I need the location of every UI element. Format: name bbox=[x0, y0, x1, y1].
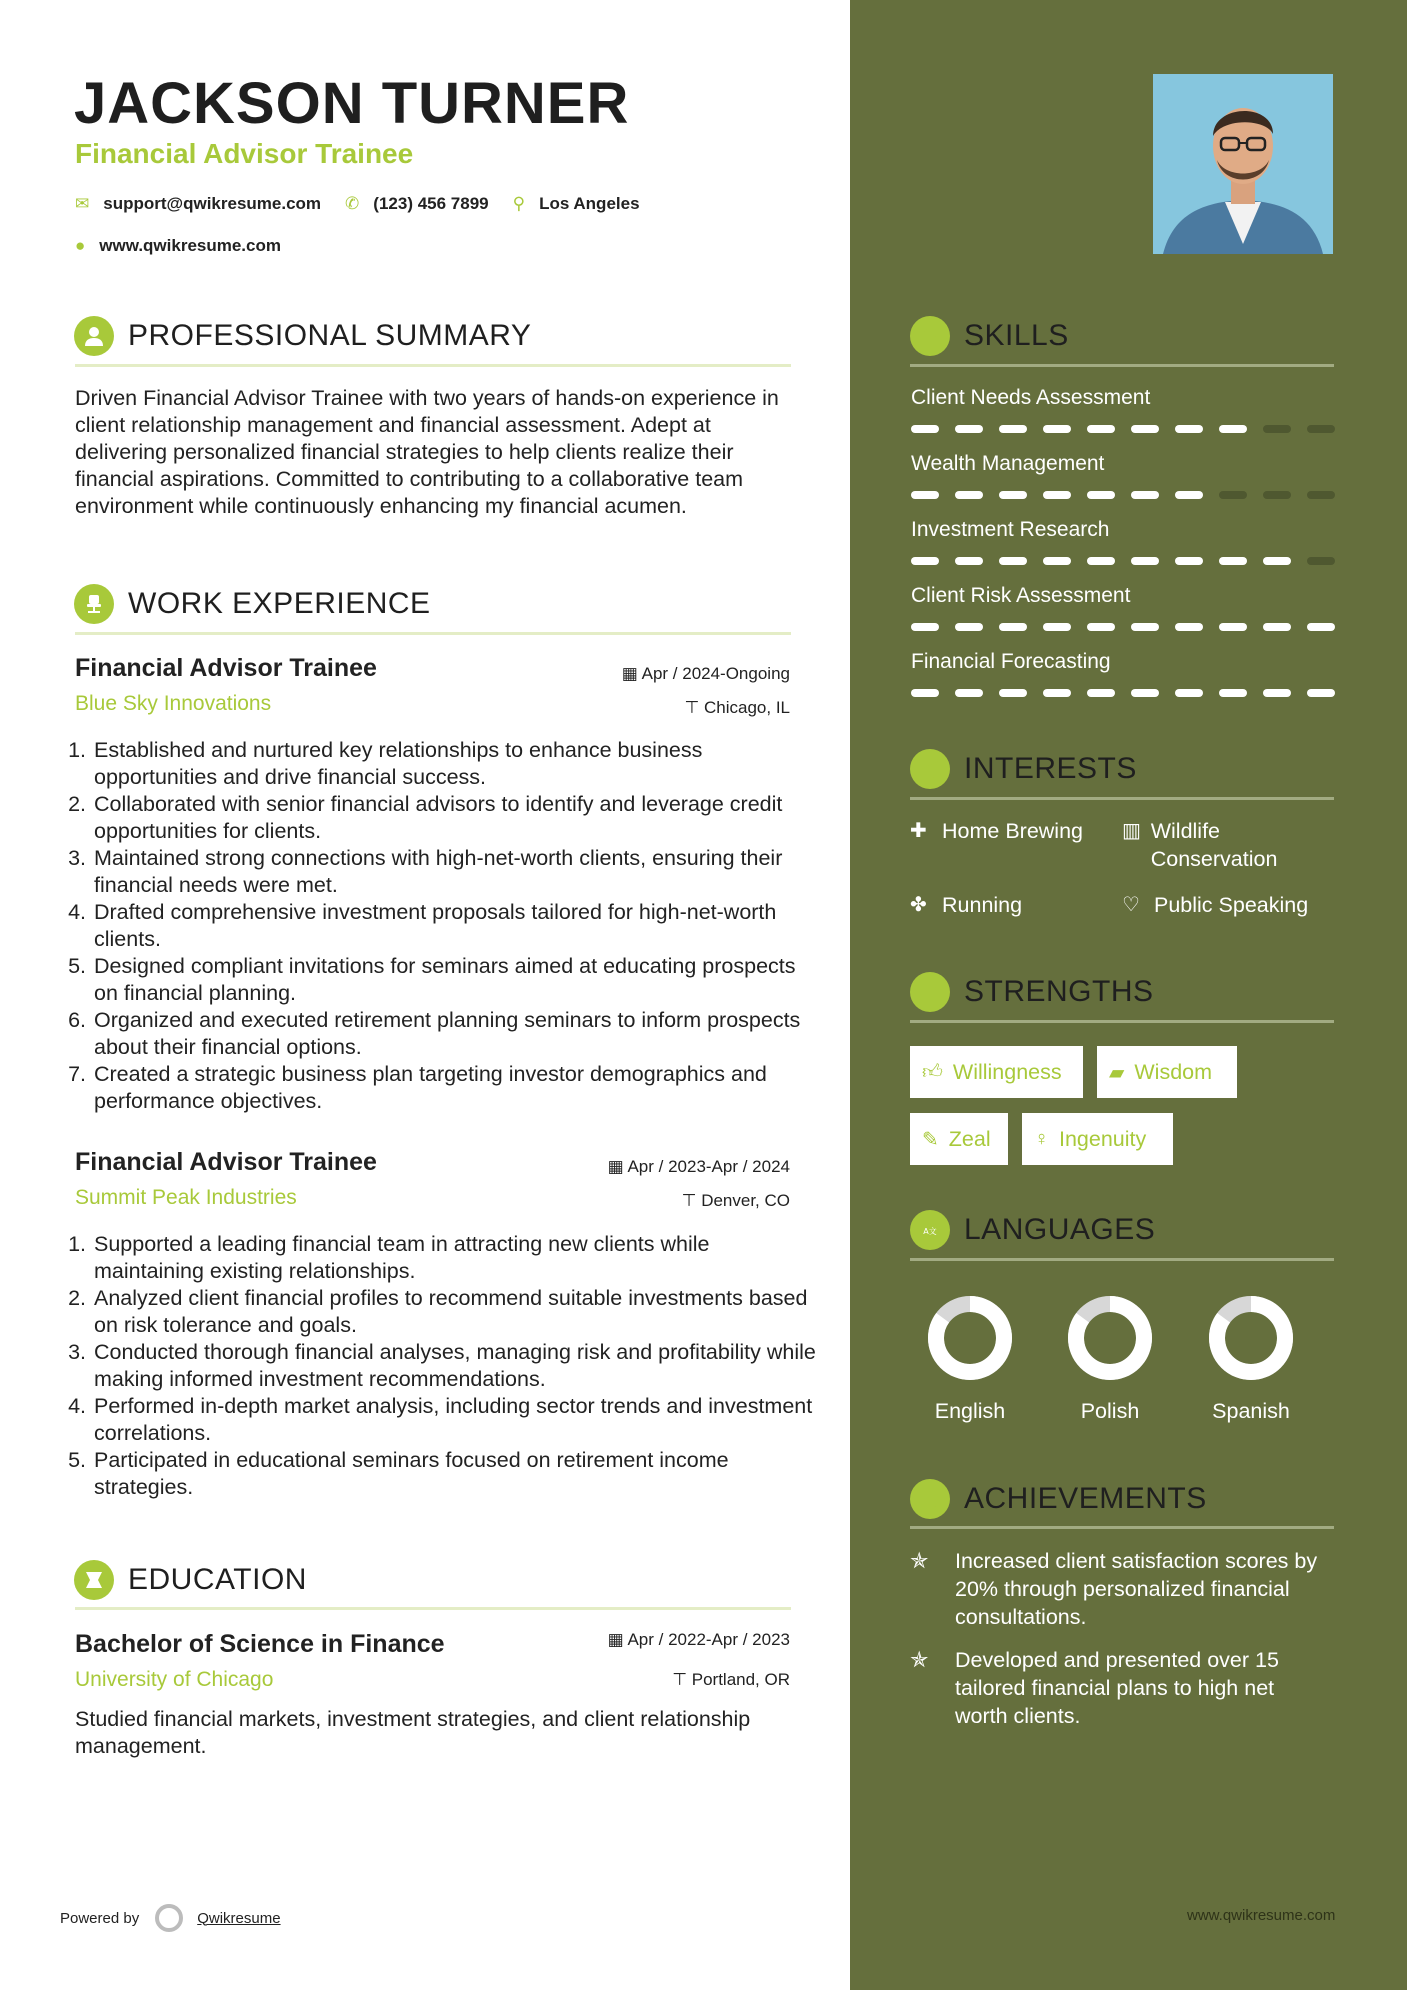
skill-dash bbox=[1175, 425, 1203, 433]
contact-row-secondary bbox=[75, 236, 305, 256]
achievements-divider bbox=[910, 1526, 1334, 1529]
contact-row-primary bbox=[75, 194, 664, 214]
skill-dash bbox=[999, 491, 1027, 499]
strength-tag-3 bbox=[910, 1113, 1008, 1165]
skill-dash bbox=[1175, 623, 1203, 631]
skill-name-4: Client Risk Assessment bbox=[911, 584, 1131, 607]
skill-dash bbox=[999, 623, 1027, 631]
skill-dash bbox=[1219, 557, 1247, 565]
education-description: Studied financial markets, investment strategies, and client relationship management. bbox=[75, 1707, 751, 1758]
job-2-location bbox=[682, 1191, 790, 1211]
skill-dash bbox=[1263, 689, 1291, 697]
interest-label-3: Running bbox=[942, 893, 1023, 917]
interests-heading bbox=[910, 749, 1137, 789]
achievements-heading bbox=[910, 1479, 1207, 1519]
svg-text:A文: A文 bbox=[923, 1227, 937, 1236]
list-item: 2. Collaborated with senior financial advisors to identify and leverage credit opportunities for clients. bbox=[92, 791, 822, 845]
strength-label-1: Willingness bbox=[952, 1059, 1062, 1084]
skill-bar-5 bbox=[911, 689, 1335, 697]
skill-dash bbox=[1087, 557, 1115, 565]
skill-dash bbox=[1307, 557, 1335, 565]
skill-dash bbox=[1043, 689, 1071, 697]
paper-plane-icon bbox=[910, 749, 950, 789]
list-item: 1. Supported a leading financial team in attracting new clients while maintaining existing relationships. bbox=[92, 1231, 822, 1285]
strength-tag-2 bbox=[1097, 1046, 1237, 1098]
job-1-location-text: Chicago, IL bbox=[704, 698, 790, 717]
fist-icon bbox=[910, 972, 950, 1012]
skill-dash bbox=[1087, 623, 1115, 631]
skills-title: SKILLS bbox=[964, 319, 1069, 352]
skill-dash bbox=[1307, 425, 1335, 433]
skill-dash bbox=[1043, 491, 1071, 499]
job-1-date-text: Apr / 2024-Ongoing bbox=[641, 664, 790, 683]
skill-dash bbox=[1175, 689, 1203, 697]
job-1-title: Financial Advisor Trainee bbox=[75, 654, 377, 682]
skill-dash bbox=[1219, 623, 1247, 631]
list-item: 5. Designed compliant invitations for seminars aimed at educating prospects on financial planning. bbox=[92, 953, 822, 1007]
job-1-date bbox=[622, 664, 790, 684]
skill-dash bbox=[1307, 623, 1335, 631]
paw-icon: ✤ bbox=[910, 894, 927, 916]
skill-dash bbox=[1219, 689, 1247, 697]
skill-bar-2 bbox=[911, 491, 1335, 499]
job-2-company: Summit Peak Industries bbox=[75, 1186, 297, 1209]
lightbulb-outline-icon: ♀ bbox=[1034, 1127, 1049, 1150]
skill-dash bbox=[1219, 425, 1247, 433]
languages-divider bbox=[910, 1258, 1334, 1261]
footer-powered-by bbox=[60, 1904, 281, 1932]
skill-dash bbox=[911, 689, 939, 697]
achievement-item-1 bbox=[910, 1547, 1330, 1631]
skill-dash bbox=[955, 689, 983, 697]
list-item: 7. Created a strategic business plan targeting investor demographics and performance objectives. bbox=[92, 1061, 822, 1115]
achievement-star-icon: ✯ bbox=[910, 1548, 929, 1573]
calendar-icon: ▦ bbox=[607, 1630, 628, 1649]
summary-text: Driven Financial Advisor Trainee with two years of hands-on experience in client relationship management and financial assessment. Adept at delivering personalized financial strategies to help clients realize their financial aspirations. Committed to contributing to a collaborative team environment while continuously enhancing my financial acumen. bbox=[75, 386, 779, 518]
education-location bbox=[672, 1670, 790, 1690]
star-icon bbox=[910, 1479, 950, 1519]
graduation-icon bbox=[74, 1560, 114, 1600]
pushpin-icon: ⊤ bbox=[684, 698, 704, 717]
skill-dash bbox=[1219, 491, 1247, 499]
skill-dash bbox=[911, 623, 939, 631]
footer-website[interactable]: www.qwikresume.com bbox=[1187, 1907, 1336, 1924]
language-label-2: Polish bbox=[1080, 1399, 1140, 1423]
skill-bar-4 bbox=[911, 623, 1335, 631]
thumbs-up-icon: 👍︎ bbox=[922, 1061, 943, 1083]
job-2-date-text: Apr / 2023-Apr / 2024 bbox=[627, 1157, 790, 1176]
strength-tag-1 bbox=[910, 1046, 1083, 1098]
location-pin-icon: ⚲ bbox=[512, 194, 526, 213]
strength-label-2: Wisdom bbox=[1134, 1059, 1213, 1084]
globe-icon: ● bbox=[75, 236, 86, 255]
job-2-date bbox=[608, 1157, 790, 1177]
skill-bar-1 bbox=[911, 425, 1335, 433]
skill-dash bbox=[999, 557, 1027, 565]
skill-dash bbox=[1307, 491, 1335, 499]
list-item: 1. Established and nurtured key relationships to enhance business opportunities and drive financial success. bbox=[92, 737, 822, 791]
list-item: 5. Participated in educational seminars focused on retirement income strategies. bbox=[92, 1447, 822, 1501]
interest-label-2: Wildlife Conservation bbox=[1150, 819, 1278, 871]
list-item: 6. Organized and executed retirement planning seminars to inform prospects about their financial options. bbox=[92, 1007, 822, 1061]
contact-email[interactable]: support@qwikresume.com bbox=[103, 194, 322, 213]
skill-dash bbox=[999, 425, 1027, 433]
skill-dash bbox=[955, 623, 983, 631]
envelope-icon: ✉ bbox=[75, 194, 90, 213]
education-location-text: Portland, OR bbox=[691, 1670, 790, 1689]
skill-dash bbox=[1131, 689, 1159, 697]
skill-dash bbox=[1043, 623, 1071, 631]
lightbulb-icon bbox=[910, 316, 950, 356]
skill-dash bbox=[1263, 557, 1291, 565]
skill-dash bbox=[1131, 425, 1159, 433]
education-heading bbox=[74, 1560, 307, 1600]
achievement-star-icon: ✯ bbox=[910, 1647, 929, 1672]
skill-dash bbox=[911, 491, 939, 499]
skills-divider bbox=[910, 364, 1334, 367]
pushpin-icon: ⊤ bbox=[672, 1670, 692, 1689]
pen-icon: ✎ bbox=[922, 1128, 939, 1151]
education-date bbox=[608, 1630, 790, 1650]
job-2-bullets bbox=[66, 1231, 822, 1501]
job-2-title: Financial Advisor Trainee bbox=[75, 1148, 377, 1176]
education-divider bbox=[75, 1607, 791, 1610]
skill-dash bbox=[1043, 425, 1071, 433]
map-icon: ▥ bbox=[1122, 820, 1141, 842]
strengths-divider bbox=[910, 1020, 1334, 1023]
languages-heading bbox=[910, 1210, 1155, 1250]
strength-label-3: Zeal bbox=[948, 1126, 991, 1151]
skill-dash bbox=[911, 425, 939, 433]
education-title: EDUCATION bbox=[128, 1563, 307, 1596]
interest-label-4: Public Speaking bbox=[1154, 893, 1309, 917]
contact-phone[interactable]: (123) 456 7899 bbox=[373, 194, 489, 213]
achievement-text-2: Developed and presented over 15 tailored financial plans to high net worth clients. bbox=[955, 1648, 1279, 1728]
skill-dash bbox=[955, 491, 983, 499]
strength-label-4: Ingenuity bbox=[1059, 1126, 1147, 1151]
achievement-text-1: Increased client satisfaction scores by 20% through personalized financial consultations. bbox=[955, 1549, 1318, 1629]
contact-website[interactable]: www.qwikresume.com bbox=[99, 236, 281, 255]
job-1-bullets bbox=[66, 737, 822, 1115]
skill-name-3: Investment Research bbox=[911, 518, 1110, 541]
calendar-icon: ▦ bbox=[607, 1157, 628, 1176]
achievement-item-2 bbox=[910, 1646, 1330, 1730]
qwikresume-link[interactable]: Qwikresume bbox=[197, 1909, 281, 1927]
contact-location: Los Angeles bbox=[539, 194, 640, 213]
skill-dash bbox=[999, 689, 1027, 697]
skill-name-2: Wealth Management bbox=[911, 452, 1105, 475]
interests-divider bbox=[910, 797, 1334, 800]
interests-title: INTERESTS bbox=[964, 752, 1137, 785]
skills-heading bbox=[910, 316, 1069, 356]
skill-dash bbox=[1043, 557, 1071, 565]
strengths-title: STRENGTHS bbox=[964, 975, 1154, 1008]
pushpin-icon: ⊤ bbox=[681, 1191, 702, 1210]
heartbeat-icon: ♡ bbox=[1122, 894, 1140, 916]
skill-dash bbox=[955, 557, 983, 565]
language-icon bbox=[910, 1210, 950, 1250]
list-item: 3. Maintained strong connections with high-net-worth clients, ensuring their financial needs were met. bbox=[92, 845, 822, 899]
powered-by-label: Powered by bbox=[60, 1909, 140, 1927]
candidate-role: Financial Advisor Trainee bbox=[75, 138, 414, 169]
experience-heading bbox=[74, 584, 431, 624]
summary-title: PROFESSIONAL SUMMARY bbox=[128, 319, 532, 352]
interest-item-2 bbox=[1122, 817, 1332, 873]
interest-item-1 bbox=[910, 817, 1083, 845]
skill-name-1: Client Needs Assessment bbox=[911, 386, 1151, 409]
achievements-title: ACHIEVEMENTS bbox=[964, 1482, 1207, 1515]
skill-dash bbox=[1175, 491, 1203, 499]
list-item: 4. Performed in-depth market analysis, including sector trends and investment correlations. bbox=[92, 1393, 822, 1447]
education-degree: Bachelor of Science in Finance bbox=[75, 1630, 445, 1658]
profile-photo bbox=[1153, 74, 1333, 254]
language-label-1: English bbox=[934, 1399, 1006, 1423]
interest-item-4 bbox=[1122, 891, 1308, 919]
skill-dash bbox=[1087, 491, 1115, 499]
skill-dash bbox=[911, 557, 939, 565]
puzzle-icon: ✚ bbox=[910, 820, 927, 842]
skill-dash bbox=[1263, 425, 1291, 433]
skill-dash bbox=[1087, 689, 1115, 697]
skill-dash bbox=[1131, 557, 1159, 565]
education-school: University of Chicago bbox=[75, 1668, 274, 1691]
user-icon bbox=[74, 316, 114, 356]
list-item: 2. Analyzed client financial profiles to recommend suitable investments based on risk tolerance and goals. bbox=[92, 1285, 822, 1339]
phone-icon: ✆ bbox=[345, 194, 360, 213]
languages-title: LANGUAGES bbox=[964, 1213, 1156, 1246]
summary-divider bbox=[75, 364, 791, 367]
skill-dash bbox=[1263, 623, 1291, 631]
experience-title: WORK EXPERIENCE bbox=[128, 587, 431, 620]
skill-dash bbox=[1131, 491, 1159, 499]
list-item: 3. Conducted thorough financial analyses, managing risk and profitability while making informed investment recommendations. bbox=[92, 1339, 822, 1393]
skill-dash bbox=[955, 425, 983, 433]
strength-tag-4 bbox=[1022, 1113, 1173, 1165]
job-1-location bbox=[684, 698, 790, 718]
skill-dash bbox=[1087, 425, 1115, 433]
interest-label-1: Home Brewing bbox=[942, 819, 1083, 843]
job-1-company: Blue Sky Innovations bbox=[75, 692, 272, 715]
book-icon: ▰ bbox=[1109, 1061, 1125, 1084]
skill-dash bbox=[1175, 557, 1203, 565]
skill-bar-3 bbox=[911, 557, 1335, 565]
list-item: 4. Drafted comprehensive investment proposals tailored for high-net-worth clients. bbox=[92, 899, 822, 953]
candidate-name: JACKSON TURNER bbox=[74, 71, 630, 136]
office-chair-icon bbox=[74, 584, 114, 624]
language-label-3: Spanish bbox=[1212, 1399, 1290, 1423]
qwikresume-logo-icon bbox=[155, 1904, 183, 1932]
skill-name-5: Financial Forecasting bbox=[911, 650, 1111, 673]
skill-dash bbox=[1263, 491, 1291, 499]
interest-item-3 bbox=[910, 891, 1022, 919]
skill-dash bbox=[1307, 689, 1335, 697]
experience-divider bbox=[75, 632, 791, 635]
calendar-icon: ▦ bbox=[621, 664, 642, 683]
job-2-location-text: Denver, CO bbox=[701, 1191, 790, 1210]
skill-dash bbox=[1131, 623, 1159, 631]
summary-heading bbox=[74, 316, 531, 356]
education-date-text: Apr / 2022-Apr / 2023 bbox=[627, 1630, 790, 1649]
strengths-heading bbox=[910, 972, 1154, 1012]
